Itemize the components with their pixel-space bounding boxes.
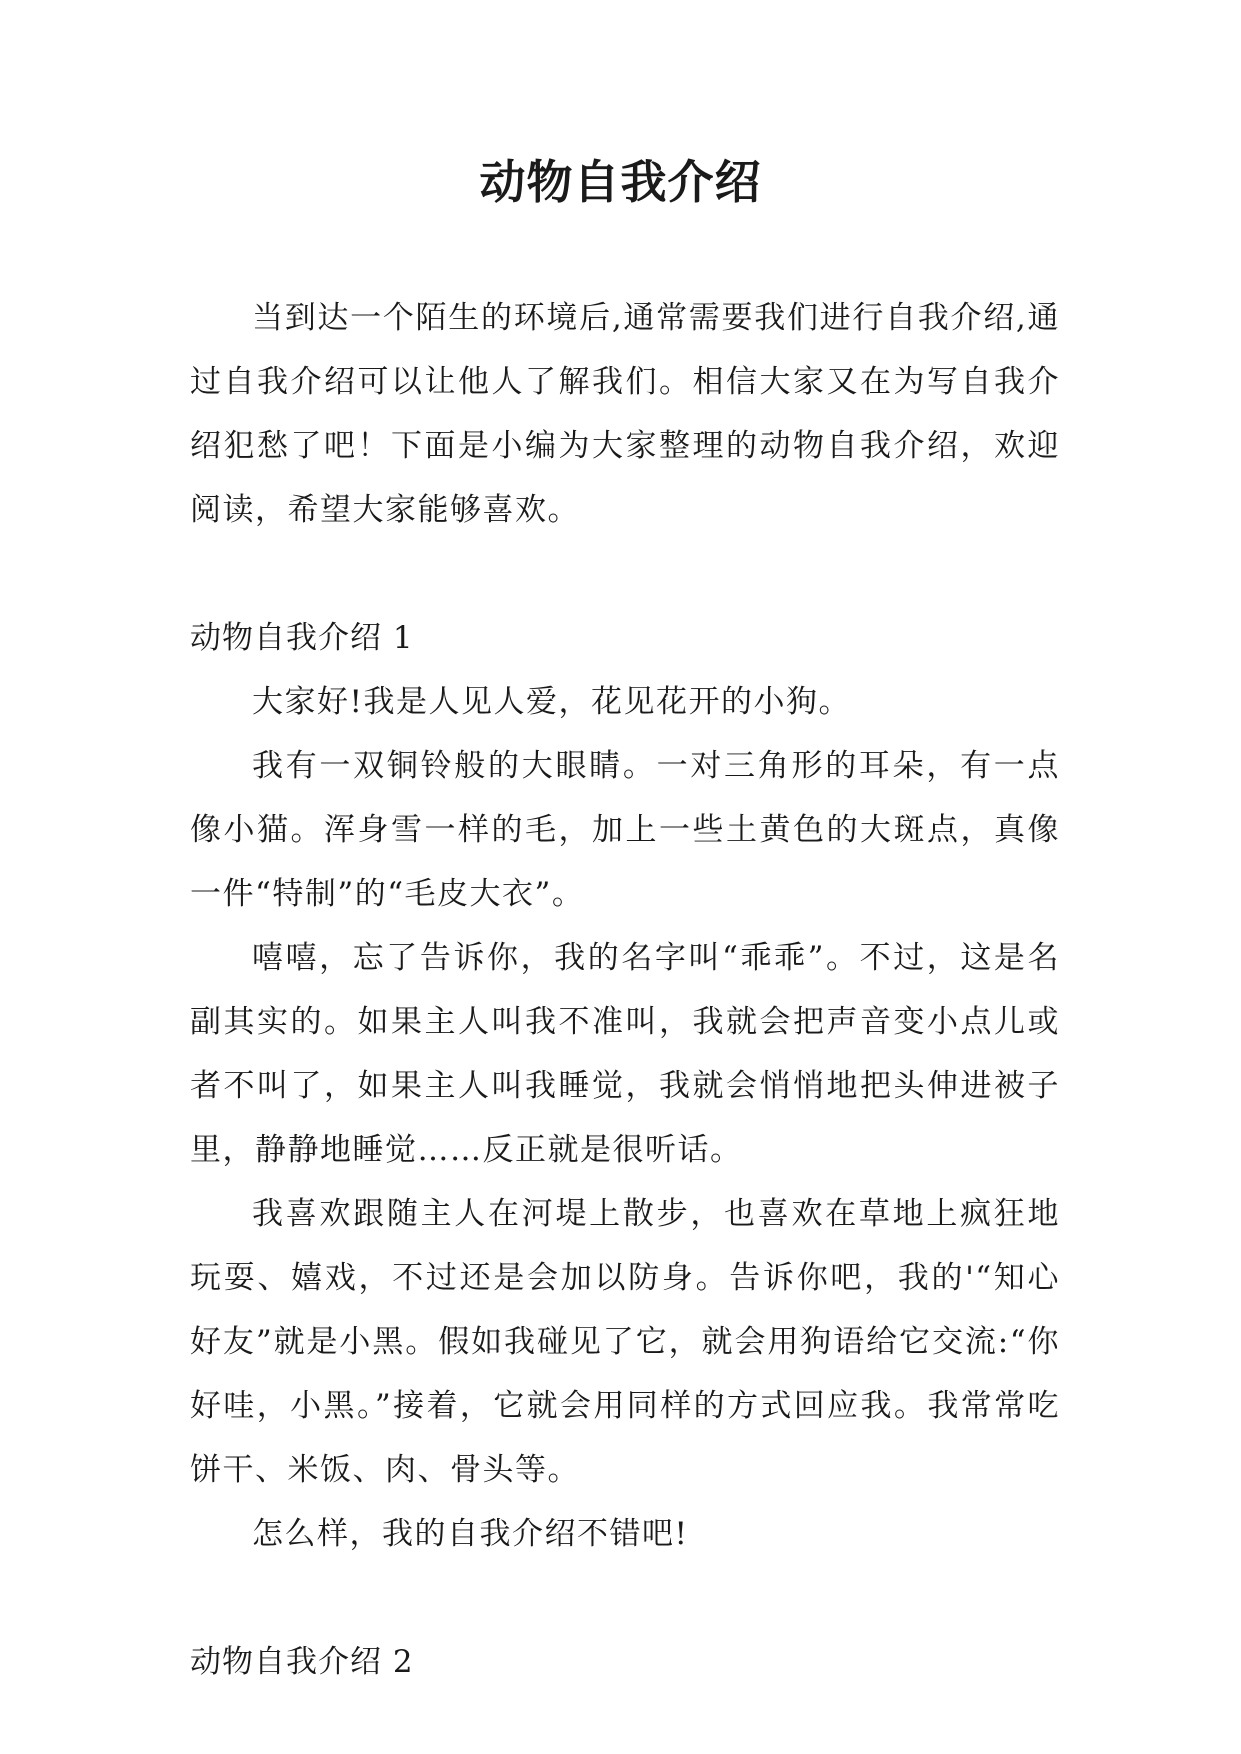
section-heading: 动物自我介绍 1 — [190, 620, 414, 656]
document-title: 动物自我介绍 — [479, 155, 762, 209]
intro-paragraph: 当到达一个陌生的环境后,通常需要我们进行自我介绍,通过自我介绍可以让他人了解我们。相信大家又在为写自我介绍犯愁了吧！下面是小编为大家整理的动物自我介绍，欢迎阅读，希望大家能够喜欢。 — [190, 300, 1060, 528]
body-paragraph: 我喜欢跟随主人在河堤上散步，也喜欢在草地上疯狂地玩耍、嬉戏，不过还是会加以防身。告诉你吧，我的'“知心好友”就是小黑。假如我碰见了它，就会用狗语给它交流:“你好哇，小黑。”接着，它就会用同样的方式回应我。我常常吃饼干、米饭、肉、骨头等。 — [190, 1196, 1060, 1488]
section-2 — [190, 1630, 1060, 1694]
body-paragraph: 我有一双铜铃般的大眼睛。一对三角形的耳朵，有一点像小猫。浑身雪一样的毛，加上一些土黄色的大斑点，真像一件“特制”的“毛皮大衣”。 — [190, 748, 1060, 912]
section-heading: 动物自我介绍 2 — [190, 1644, 414, 1680]
section-spacer — [190, 1566, 1060, 1630]
body-paragraph: 大家好!我是人见人爱，花见花开的小狗。 — [252, 684, 851, 720]
document-body — [190, 286, 1060, 1694]
body-paragraph: 怎么样，我的自我介绍不错吧! — [252, 1516, 689, 1552]
body-paragraph: 嘻嘻，忘了告诉你，我的名字叫“乖乖”。不过，这是名副其实的。如果主人叫我不准叫，我就会把声音变小点儿或者不叫了，如果主人叫我睡觉，我就会悄悄地把头伸进被子里，静静地睡觉……反正就是很听话。 — [190, 940, 1060, 1168]
section-1 — [190, 606, 1060, 1566]
